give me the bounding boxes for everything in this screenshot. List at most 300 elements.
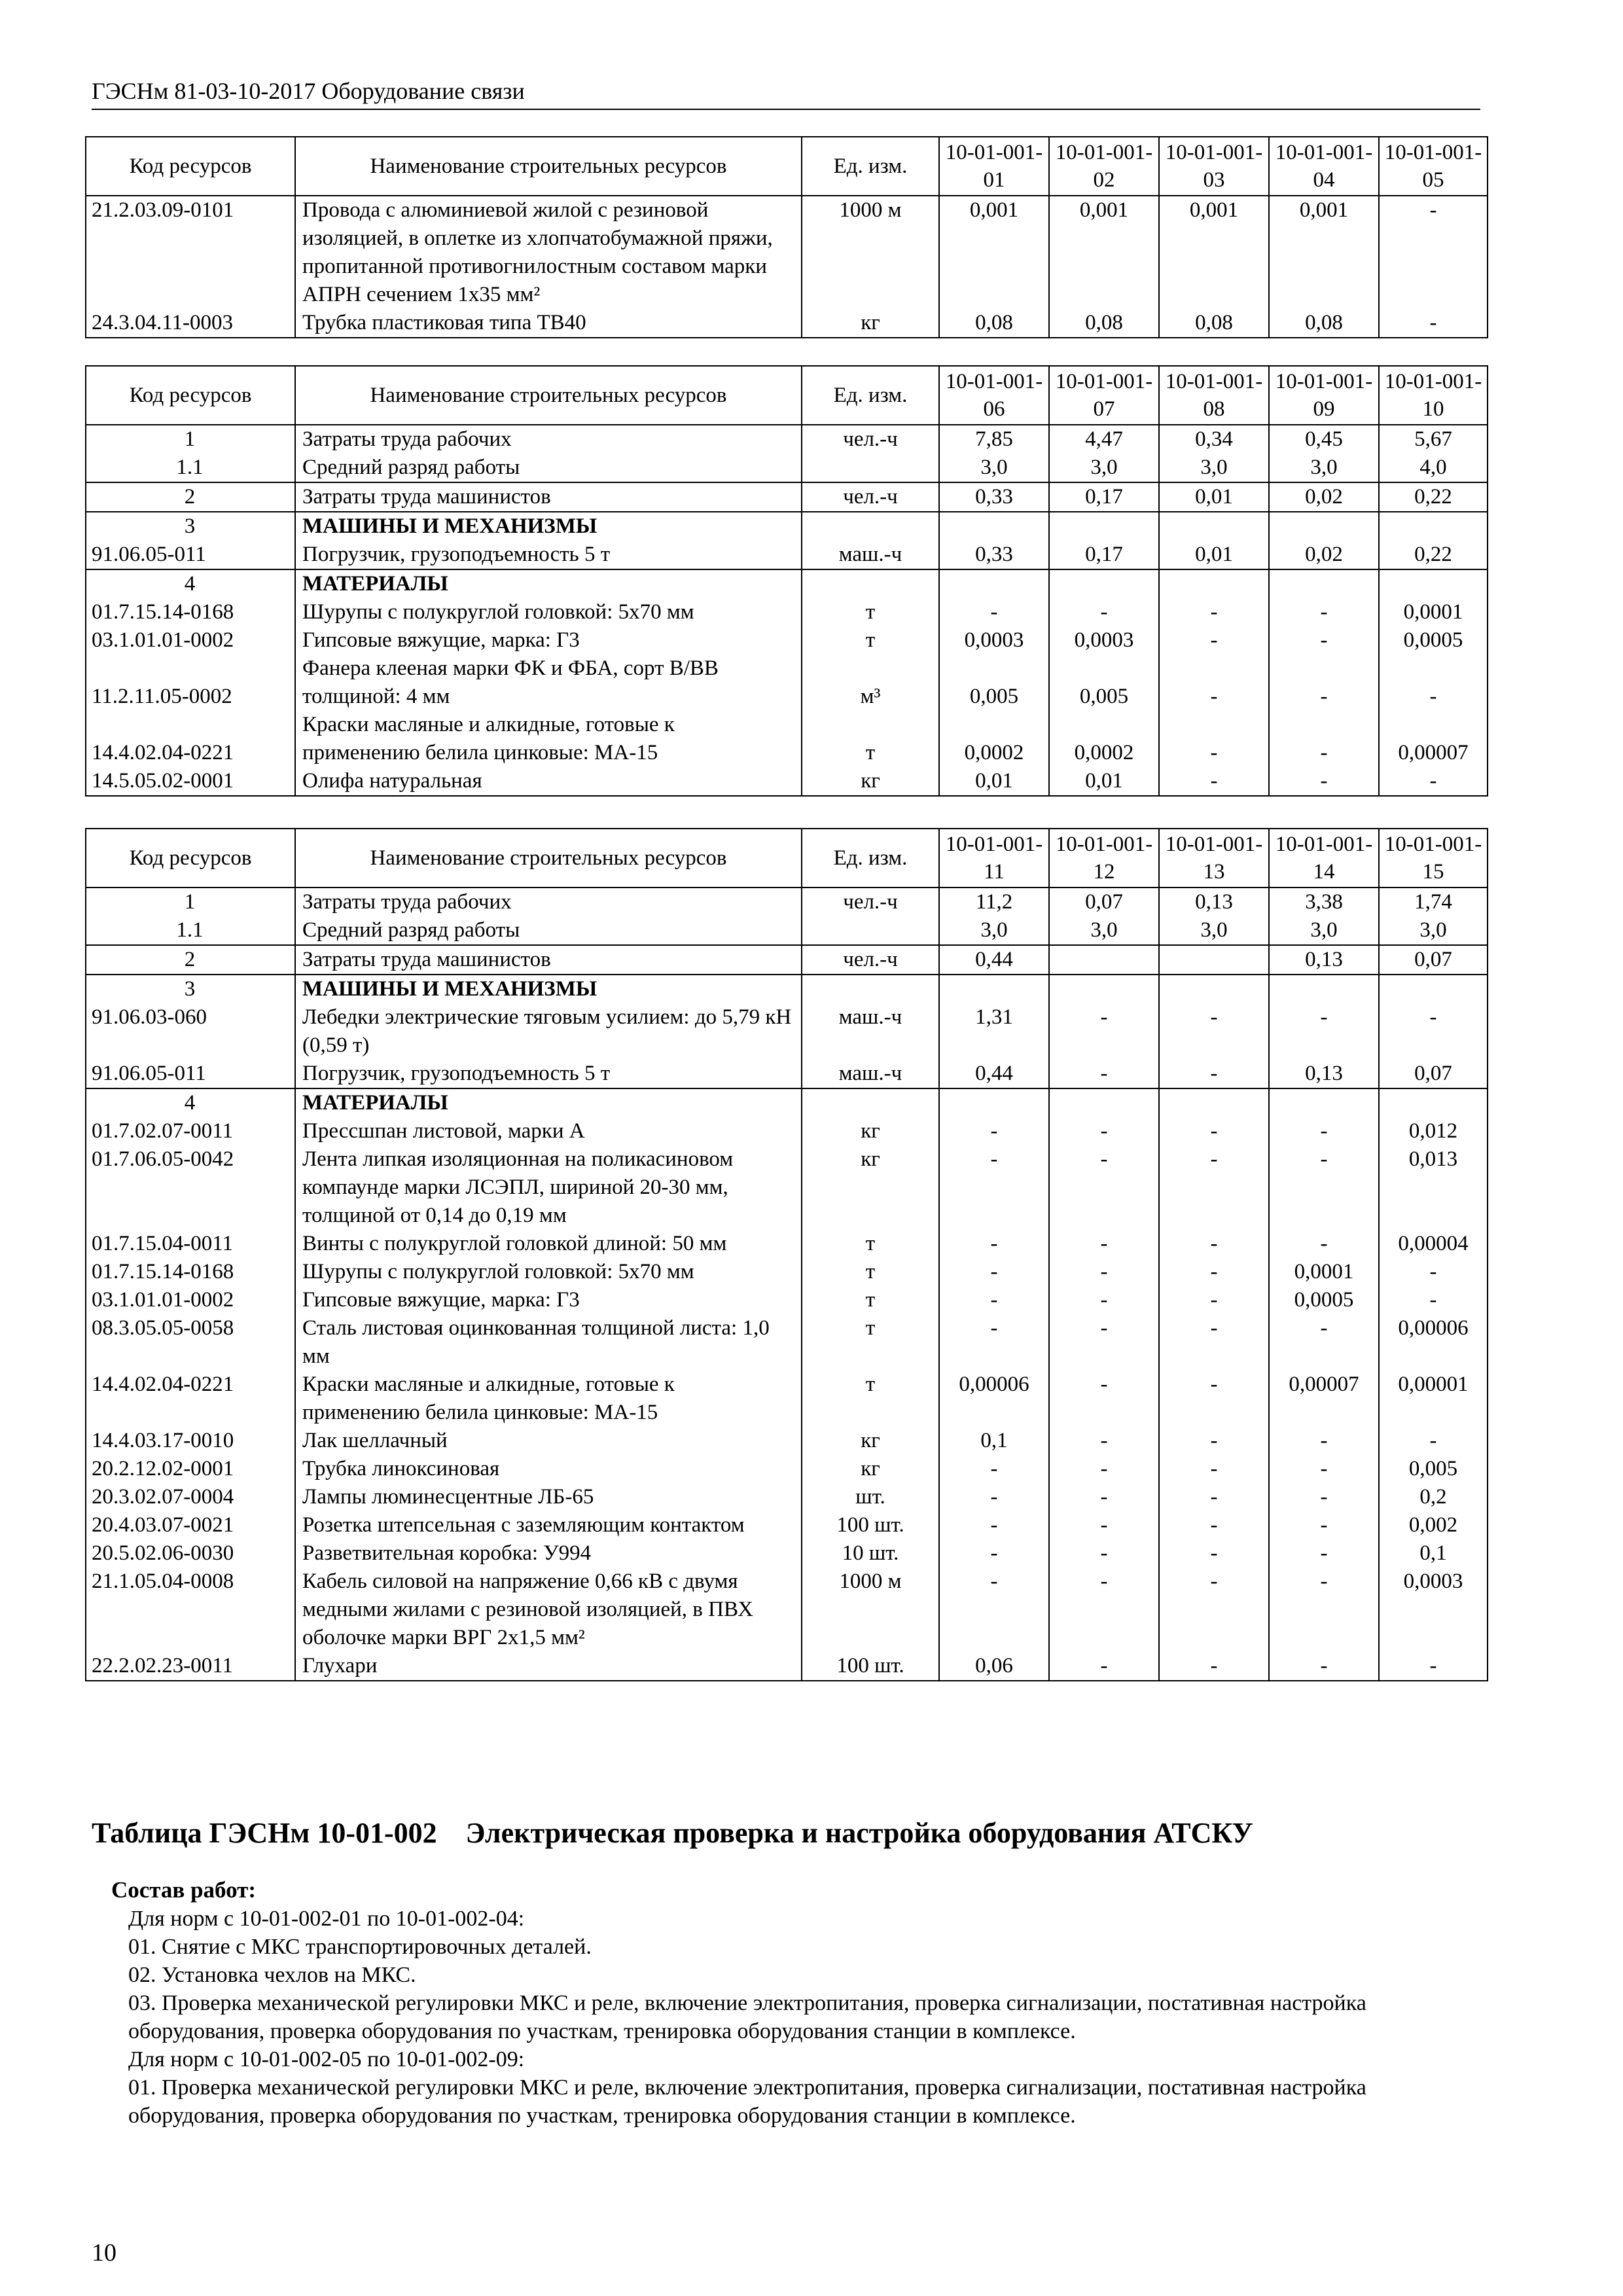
resource-value: 3,0 [939,916,1049,945]
resource-value: 0,1 [939,1427,1049,1455]
resource-name: Лампы люминесцентные ЛБ-65 [295,1483,802,1511]
resource-value: - [1049,1511,1159,1539]
resource-value: - [939,1314,1049,1371]
resource-code: 03.1.01.01-0002 [86,626,295,655]
resource-name: Лак шеллачный [295,1427,802,1455]
resource-value: 11,2 [939,888,1049,916]
table-row [86,888,1488,916]
resource-value: - [1049,1483,1159,1511]
col-header-norm: 10-01-001-03 [1159,137,1269,196]
resource-value: 0,012 [1379,1117,1488,1145]
resource-value: - [1269,1568,1379,1652]
table-row [86,945,1488,975]
resource-value: 1,74 [1379,888,1488,916]
resource-value [1159,945,1269,975]
resource-unit: м³ [802,655,939,711]
resource-value: 4,0 [1379,454,1488,482]
resource-code: 01.7.15.14-0168 [86,598,295,626]
col-header-norm: 10-01-001-02 [1049,137,1159,196]
col-header-norm: 10-01-001-08 [1159,366,1269,425]
col-header-norm: 10-01-001-13 [1159,829,1269,888]
resource-value: 0,08 [1269,309,1379,338]
resource-unit: кг [802,767,939,796]
resource-value: - [939,1568,1049,1652]
resource-value: 0,07 [1379,1060,1488,1088]
table-row [86,1568,1488,1652]
resource-code: 22.2.02.23-0011 [86,1652,295,1681]
table-row [86,1314,1488,1371]
resource-unit: маш.-ч [802,541,939,569]
running-header: ГЭСНм 81-03-10-2017 Оборудование связи [92,77,1480,110]
resource-name: Погрузчик, грузоподъемность 5 т [295,541,802,569]
work-line: 02. Установка чехлов на МКС. [128,1963,416,1987]
resource-value: 0,33 [939,541,1049,569]
resource-value: - [1049,1427,1159,1455]
table-row [86,916,1488,945]
col-header-norm: 10-01-001-14 [1269,829,1379,888]
table-row [86,541,1488,569]
table-row [86,1511,1488,1539]
resource-value [1379,512,1488,541]
resource-value: 0,005 [939,655,1049,711]
col-header-norm: 10-01-001-07 [1049,366,1159,425]
resource-code: 2 [86,945,295,975]
resource-value: - [1049,1003,1159,1060]
table-row [86,1258,1488,1286]
resource-value [1269,975,1379,1003]
resource-unit: 1000 м [802,1568,939,1652]
resource-value: 0,0005 [1269,1286,1379,1314]
resource-value [1379,569,1488,598]
table-row [86,1371,1488,1427]
table-row [86,655,1488,711]
resource-value: 0,005 [1049,655,1159,711]
resource-value: - [1049,1286,1159,1314]
resource-unit: 1000 м [802,196,939,309]
resource-unit: чел.-ч [802,888,939,916]
resource-value: 0,33 [939,482,1049,512]
resource-value: 0,00007 [1379,711,1488,767]
resource-value: - [939,1483,1049,1511]
resource-unit: 100 шт. [802,1511,939,1539]
resource-unit: кг [802,1427,939,1455]
resource-name: Прессшпан листовой, марки А [295,1117,802,1145]
resource-name: Трубка пластиковая типа ТВ40 [295,309,802,338]
resource-value: - [1269,711,1379,767]
resource-value: - [1159,655,1269,711]
resource-name: Сталь листовая оцинкованная толщиной листа: 1,0 мм [295,1314,802,1371]
resource-unit: кг [802,1145,939,1230]
resource-value: - [1159,1539,1269,1568]
table-row [86,1286,1488,1314]
resource-unit: 10 шт. [802,1539,939,1568]
resource-value: - [1379,767,1488,796]
resource-name: Розетка штепсельная с заземляющим контактом [295,1511,802,1539]
resource-name: МАТЕРИАЛЫ [295,1088,802,1117]
col-header-norm: 10-01-001-10 [1379,366,1488,425]
resource-value: 0,1 [1379,1539,1488,1568]
resource-unit: кг [802,309,939,338]
resource-value: 0,001 [939,196,1049,309]
resource-value: - [1269,1455,1379,1483]
table-row [86,309,1488,338]
resource-name: Затраты труда рабочих [295,425,802,454]
resource-value: - [1049,1060,1159,1088]
resource-value: - [1269,1483,1379,1511]
resource-name: Затраты труда машинистов [295,482,802,512]
resource-value: 0,17 [1049,482,1159,512]
resource-value: 0,005 [1379,1455,1488,1483]
resource-value: - [1379,1427,1488,1455]
resource-unit: 100 шт. [802,1652,939,1681]
resource-value: 0,0002 [1049,711,1159,767]
resource-unit [802,1088,939,1117]
resource-value: - [1159,1003,1269,1060]
resource-unit: т [802,598,939,626]
resource-value: 0,001 [1159,196,1269,309]
table-row [86,1652,1488,1681]
resource-name: Разветвительная коробка: У994 [295,1539,802,1568]
resource-code: 14.4.02.04-0221 [86,1371,295,1427]
resource-unit: чел.-ч [802,945,939,975]
resource-value: - [939,598,1049,626]
resource-value: 7,85 [939,425,1049,454]
resource-value: 0,0003 [1049,626,1159,655]
resource-value: 0,00004 [1379,1230,1488,1258]
resource-code: 01.7.06.05-0042 [86,1145,295,1230]
table-row [86,1060,1488,1088]
resource-code: 3 [86,975,295,1003]
resource-value: 0,02 [1269,541,1379,569]
work-composition [128,1905,1463,2130]
resource-value: 0,13 [1269,945,1379,975]
resource-value: - [1159,1230,1269,1258]
resource-value: 0,07 [1049,888,1159,916]
col-header-norm: 10-01-001-11 [939,829,1049,888]
resource-value [1159,1088,1269,1117]
resource-unit: шт. [802,1483,939,1511]
resource-value: - [1379,1003,1488,1060]
resource-unit: кг [802,1117,939,1145]
resource-value: 3,0 [1049,454,1159,482]
resource-value [939,975,1049,1003]
resource-value: - [1159,1371,1269,1427]
resource-value: - [1049,598,1159,626]
resource-value: 0,06 [939,1652,1049,1681]
resource-code: 14.4.02.04-0221 [86,711,295,767]
resource-value: - [1159,598,1269,626]
resource-value: 0,01 [1159,482,1269,512]
resource-value [1269,512,1379,541]
resource-name: Лента липкая изоляционная на поликасиновом компаунде марки ЛСЭПЛ, шириной 20-30 мм, толщиной от 0,14 до 0,19 мм [295,1145,802,1230]
resource-value: 0,0002 [939,711,1049,767]
resource-value: - [1159,1568,1269,1652]
resource-value: - [1269,598,1379,626]
resource-value: 0,0003 [939,626,1049,655]
table-row [86,1230,1488,1258]
resource-value: 3,0 [1379,916,1488,945]
resource-value: 0,34 [1159,425,1269,454]
resource-value: 3,0 [1159,916,1269,945]
col-header-code: Код ресурсов [86,366,295,425]
table-row [86,1539,1488,1568]
resource-value: 0,13 [1269,1060,1379,1088]
resource-value: - [1159,1483,1269,1511]
resource-code: 01.7.15.04-0011 [86,1230,295,1258]
work-line: Для норм с 10-01-002-01 по 10-01-002-04: [128,1907,525,1931]
resource-unit [802,512,939,541]
resource-code: 2 [86,482,295,512]
resource-value: - [1159,1314,1269,1371]
resource-value: - [1269,626,1379,655]
resource-value [939,1088,1049,1117]
col-header-norm: 10-01-001-09 [1269,366,1379,425]
resource-value: - [1159,1117,1269,1145]
table-row [86,196,1488,309]
col-header-norm: 10-01-001-01 [939,137,1049,196]
resource-value [939,512,1049,541]
col-header-code: Код ресурсов [86,137,295,196]
resource-unit [802,569,939,598]
resource-name: Затраты труда машинистов [295,945,802,975]
work-line: 03. Проверка механической регулировки МКС и реле, включение электропитания, проверка сигнализации, постативная настройка оборудования, проверка оборудования по участкам, тренировка оборудования станции в комплексе. [128,1991,1366,2043]
resource-value: 0,001 [1049,196,1159,309]
resource-value: - [1049,1371,1159,1427]
resource-code: 14.4.03.17-0010 [86,1427,295,1455]
resource-name: Винты с полукруглой головкой длиной: 50 мм [295,1230,802,1258]
resource-code: 21.1.05.04-0008 [86,1568,295,1652]
resource-value [1379,975,1488,1003]
resource-value [1049,975,1159,1003]
col-header-name: Наименование строительных ресурсов [295,829,802,888]
resource-value: 0,13 [1159,888,1269,916]
resource-value: - [1049,1455,1159,1483]
resource-value: - [939,1455,1049,1483]
resource-value: - [1049,1652,1159,1681]
resource-name: Краски масляные и алкидные, готовые к применению белила цинковые: МА-15 [295,1371,802,1427]
table-row [86,454,1488,482]
resource-name: Глухари [295,1652,802,1681]
resource-code: 91.06.03-060 [86,1003,295,1060]
table-row [86,1003,1488,1060]
resource-value: - [1049,1145,1159,1230]
resource-name: Затраты труда рабочих [295,888,802,916]
resource-code: 1.1 [86,454,295,482]
col-header-name: Наименование строительных ресурсов [295,137,802,196]
resource-value: - [1049,1117,1159,1145]
resource-value: 0,45 [1269,425,1379,454]
resource-unit: т [802,1230,939,1258]
resource-value: 0,00001 [1379,1371,1488,1427]
resource-value: 0,0001 [1269,1258,1379,1286]
resource-unit: т [802,711,939,767]
resource-value: - [1269,1652,1379,1681]
resource-value: - [1269,1539,1379,1568]
resource-value: - [939,1230,1049,1258]
resource-code: 1.1 [86,916,295,945]
resource-unit: т [802,1314,939,1371]
resource-name: Фанера клееная марки ФК и ФБА, сорт В/ВВ толщиной: 4 мм [295,655,802,711]
resource-value: 0,01 [1049,767,1159,796]
table-row [86,767,1488,796]
resource-code: 03.1.01.01-0002 [86,1286,295,1314]
resource-value [1159,975,1269,1003]
resource-code: 4 [86,569,295,598]
resource-value: 0,01 [1159,541,1269,569]
resource-unit: т [802,626,939,655]
resource-code: 14.5.05.02-0001 [86,767,295,796]
resource-value: 3,0 [1269,916,1379,945]
resource-value [1049,569,1159,598]
resource-code: 20.4.03.07-0021 [86,1511,295,1539]
work-line: 01. Снятие с МКС транспортировочных деталей. [128,1935,592,1959]
resource-code: 01.7.15.14-0168 [86,1258,295,1286]
resource-value: 0,013 [1379,1145,1488,1230]
resource-value: - [1269,1117,1379,1145]
resource-value: - [1049,1568,1159,1652]
resource-value: - [1159,626,1269,655]
resource-code: 20.3.02.07-0004 [86,1483,295,1511]
col-header-unit: Ед. изм. [802,137,939,196]
resource-value: 3,0 [1049,916,1159,945]
table-row [86,512,1488,541]
resource-code: 01.7.02.07-0011 [86,1117,295,1145]
col-header-norm: 10-01-001-06 [939,366,1049,425]
resource-table [85,365,1488,797]
resource-value: - [1159,711,1269,767]
resource-value: - [1159,1427,1269,1455]
resource-value: - [1159,1060,1269,1088]
col-header-name: Наименование строительных ресурсов [295,366,802,425]
resource-value [1049,512,1159,541]
resource-name: Лебедки электрические тяговым усилием: до 5,79 кН (0,59 т) [295,1003,802,1060]
resource-value: 3,0 [939,454,1049,482]
resource-value: - [1049,1230,1159,1258]
resource-code: 20.2.12.02-0001 [86,1455,295,1483]
resource-name: Гипсовые вяжущие, марка: Г3 [295,626,802,655]
resource-value: - [1159,767,1269,796]
resource-value: 0,08 [1049,309,1159,338]
resource-name: Трубка линоксиновая [295,1455,802,1483]
resource-code: 4 [86,1088,295,1117]
table-row [86,1427,1488,1455]
resource-name: Кабель силовой на напряжение 0,66 кВ с двумя медными жилами с резиновой изоляцией, в ПВХ оболочке марки ВРГ 2х1,5 мм² [295,1568,802,1652]
resource-value: 0,22 [1379,541,1488,569]
col-header-unit: Ед. изм. [802,366,939,425]
resource-value: 1,31 [939,1003,1049,1060]
table-row [86,482,1488,512]
resource-unit: маш.-ч [802,1060,939,1088]
resource-name: Олифа натуральная [295,767,802,796]
resource-value: 3,0 [1159,454,1269,482]
resource-unit [802,975,939,1003]
resource-value: 0,44 [939,1060,1049,1088]
resource-value: - [1159,1652,1269,1681]
resource-value: - [1049,1258,1159,1286]
resource-value: - [1159,1286,1269,1314]
resource-code: 08.3.05.05-0058 [86,1314,295,1371]
resource-value: 0,22 [1379,482,1488,512]
col-header-norm: 10-01-001-12 [1049,829,1159,888]
resource-value: - [1379,655,1488,711]
resource-value: - [1269,1145,1379,1230]
resource-unit: кг [802,1455,939,1483]
resource-code: 1 [86,888,295,916]
section-title: Таблица ГЭСНм 10-01-002 Электрическая проверка и настройка оборудования АТСКУ [92,1817,1253,1849]
resource-name: МАШИНЫ И МЕХАНИЗМЫ [295,512,802,541]
resource-unit: чел.-ч [802,482,939,512]
section-subtitle: Состав работ: [111,1877,256,1903]
col-header-norm: 10-01-001-04 [1269,137,1379,196]
resource-value: - [1049,1314,1159,1371]
resource-value: 0,00006 [939,1371,1049,1427]
resource-value: 0,002 [1379,1511,1488,1539]
table-row [86,425,1488,454]
col-header-unit: Ед. изм. [802,829,939,888]
table-row [86,711,1488,767]
table-row [86,1455,1488,1483]
resource-value: 0,08 [1159,309,1269,338]
resource-name: Провода с алюминиевой жилой с резиновой изоляцией, в оплетке из хлопчатобумажной пряжи, пропитанной противогнилостным составом марки АПРН сечением 1х35 мм² [295,196,802,309]
resource-value: 0,00007 [1269,1371,1379,1427]
resource-name: Погрузчик, грузоподъемность 5 т [295,1060,802,1088]
resource-value: - [1379,1286,1488,1314]
resource-value: - [939,1258,1049,1286]
resource-value: 3,38 [1269,888,1379,916]
page-number: 10 [92,2239,116,2267]
resource-value: - [939,1117,1049,1145]
resource-value: - [1269,655,1379,711]
resource-value [1159,569,1269,598]
resource-code: 1 [86,425,295,454]
resource-name: Шурупы с полукруглой головкой: 5х70 мм [295,598,802,626]
table-row [86,626,1488,655]
resource-name: Средний разряд работы [295,916,802,945]
resource-value: - [1269,1427,1379,1455]
resource-table [85,136,1488,338]
resource-name: МАШИНЫ И МЕХАНИЗМЫ [295,975,802,1003]
resource-code: 11.2.11.05-0002 [86,655,295,711]
resource-value: 0,0003 [1379,1568,1488,1652]
resource-code: 91.06.05-011 [86,541,295,569]
resource-value: 0,00006 [1379,1314,1488,1371]
resource-unit: чел.-ч [802,425,939,454]
resource-value [1049,1088,1159,1117]
resource-code: 91.06.05-011 [86,1060,295,1088]
resource-name: Гипсовые вяжущие, марка: Г3 [295,1286,802,1314]
resource-value: - [939,1145,1049,1230]
resource-code: 24.3.04.11-0003 [86,309,295,338]
resource-unit [802,916,939,945]
table-row [86,569,1488,598]
table-row [86,1088,1488,1117]
resource-value: 0,07 [1379,945,1488,975]
resource-value: - [1269,767,1379,796]
resource-value [1379,1088,1488,1117]
resource-value: 0,0001 [1379,598,1488,626]
resource-value: - [1049,1539,1159,1568]
resource-value: - [1379,196,1488,309]
resource-name: МАТЕРИАЛЫ [295,569,802,598]
resource-value: - [1379,1652,1488,1681]
resource-table [85,828,1488,1681]
resource-value [1159,512,1269,541]
resource-value: - [1159,1511,1269,1539]
resource-value: - [1159,1145,1269,1230]
table-row [86,975,1488,1003]
resource-value: - [1379,1258,1488,1286]
resource-unit: маш.-ч [802,1003,939,1060]
